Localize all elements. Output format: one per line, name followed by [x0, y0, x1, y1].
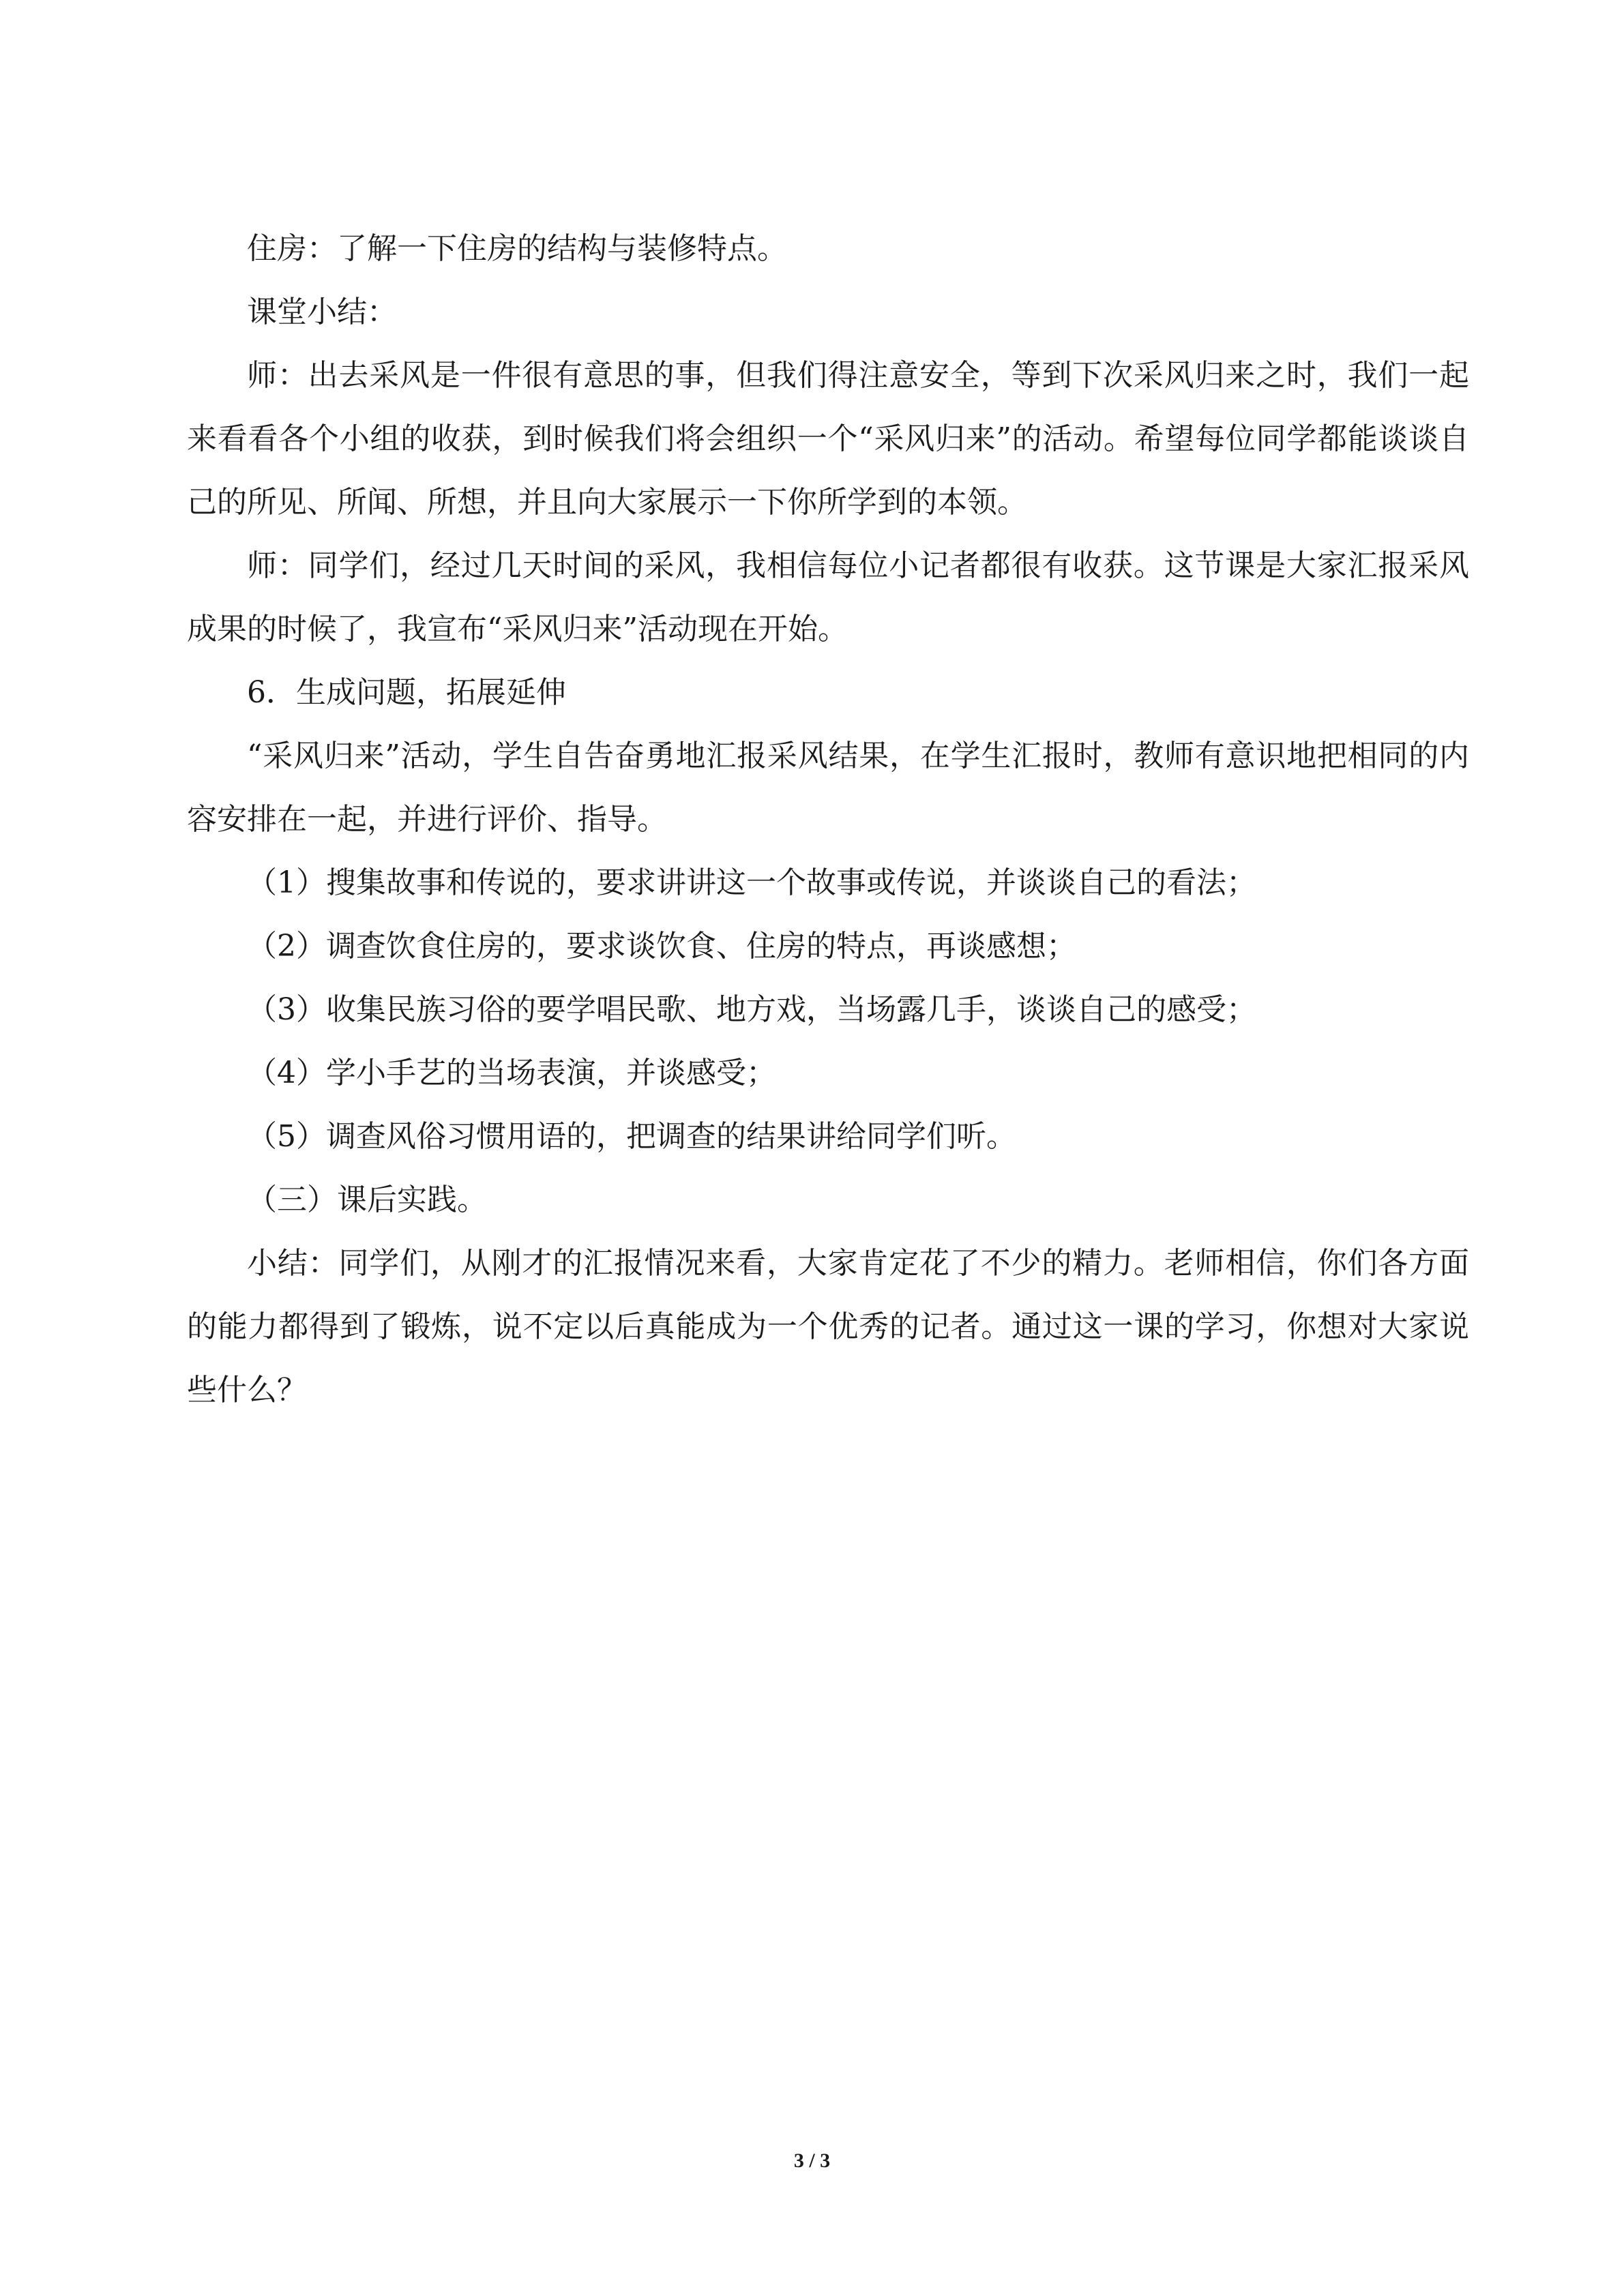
paragraph-after-class-practice: （三）课后实践。	[247, 1182, 487, 1217]
list-item-4: （4）学小手艺的当场表演，并谈感受；	[247, 1056, 776, 1090]
paragraph-summary: 小结：同学们，从刚才的汇报情况来看，大家肯定花了不少的精力。老师相信，你们各方面的能力都得到了锻炼，说不定以后真能成为一个优秀的记者。通过这一课的学习，你想对大家说些什么？	[187, 1246, 1469, 1407]
list-item-5: （5）调查风俗习惯用语的，把调查的结果讲给同学们听。	[247, 1119, 1016, 1154]
paragraph-teacher-remark-2: 师：同学们，经过几天时间的采风，我相信每位小记者都很有收获。这节课是大家汇报采风成果的时候了，我宣布“采风归来”活动现在开始。	[187, 548, 1469, 646]
paragraph-housing: 住房：了解一下住房的结构与装修特点。	[247, 231, 787, 266]
paragraph-activity-description: “采风归来”活动，学生自告奋勇地汇报采风结果，在学生汇报时，教师有意识地把相同的内容安排在一起，并进行评价、指导。	[187, 739, 1469, 837]
list-item-2: （2）调查饮食住房的，要求谈饮食、住房的特点，再谈感想；	[247, 929, 1076, 964]
document-body	[187, 217, 1469, 1422]
paragraph-class-summary-heading: 课堂小结：	[247, 295, 397, 329]
paragraph-teacher-remark-1: 师：出去采风是一件很有意思的事，但我们得注意安全，等到下次采风归来之时，我们一起来看看各个小组的收获，到时候我们将会组织一个“采风归来”的活动。希望每位同学都能谈谈自己的所见、所闻、所想，并且向大家展示一下你所学到的本领。	[187, 358, 1469, 520]
page-number: 3 / 3	[793, 2149, 831, 2172]
list-item-3: （3）收集民族习俗的要学唱民歌、地方戏，当场露几手，谈谈自己的感受；	[247, 992, 1256, 1027]
list-item-1: （1）搜集故事和传说的，要求讲讲这一个故事或传说，并谈谈自己的看法；	[247, 865, 1256, 900]
paragraph-section-6-heading: 6．生成问题，拓展延伸	[247, 675, 566, 710]
